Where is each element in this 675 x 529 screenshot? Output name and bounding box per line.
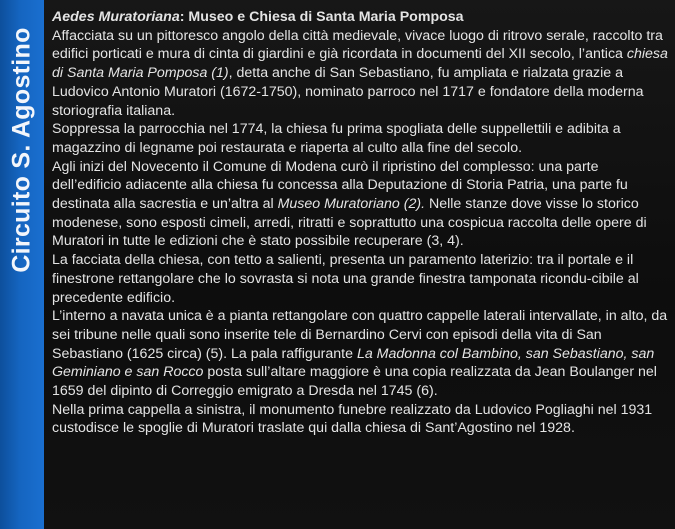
paragraph-text: posta sull’altare maggiore è una copia realizzata da Jean Boulanger nel 1659 del dipinto di Correggio emigrato a Dresda nel 1745 (6). <box>52 364 657 400</box>
paragraph-text: Nelle stanze dove visse lo storico modenese, sono esposti cimeli, arredi, ritratti e soprattutto una cospicua raccolta delle opere di Muratori in tutte le edizioni che è stato possibile recuperare (3, 4). <box>52 196 647 250</box>
paragraph-text: L’interno a navata unica è a pianta rettangolare con quattro cappelle laterali intervallate, in alto, da sei tribune nelle quali sono inserite tele di Bernardino Cervi con episodi della vita di San Sebastiano (1625 circa) (5). La pala raffigurante <box>52 308 668 362</box>
circuit-label: Circuito S. Agostino <box>7 27 36 273</box>
paragraph-text: Soppressa la parrocchia nel 1774, la chiesa fu prima spogliata delle suppellettili e adibita a magazzino di legname poi restaurata e riaperta al culto alla fine del secolo. <box>52 121 621 156</box>
sidebar-band <box>0 0 44 529</box>
panel-title <box>52 8 670 27</box>
title-rest: : Museo e Chiesa di Santa Maria Pomposa <box>179 9 464 25</box>
paragraph-text: Agli inizi del Novecento il Comune di Modena curò il ripristino del complesso: una parte dell’edificio adiacente alla chiesa fu concessa alla Deputazione di Storia Patria, una parte fu destinata alla sacrestia e un’altra al <box>52 158 628 213</box>
paragraph-text: Nella prima cappella a sinistra, il monumento funebre realizzato da Ludovico Pogliaghi nel 1931 custodisce le spoglie di Muratori traslate qui dalla chiesa di Sant’Agostino nel 1928. <box>52 401 653 437</box>
paragraph-restoration <box>52 158 670 252</box>
paragraph-text: Affacciata su un pittoresco angolo della città medievale, vivace luogo di ritrovo serale, raccolto tra edifici porticati e mura di cinta di giardini e già ricordata in documenti del XII secolo, l’antica <box>52 27 663 63</box>
paragraph-emphasis: chiesa di Santa Maria Pomposa (1) <box>52 46 668 82</box>
panel-text <box>52 8 670 438</box>
paragraph-interior <box>52 307 670 401</box>
title-italic: Aedes Muratoriana <box>52 9 180 25</box>
paragraph-text: , detta anche di San Sebastiano, fu ampliata e rialzata grazie a Ludovico Antonio Muratori (1672-1750), nominato parroco nel 1717 e fondatore della moderna storiografia italiana. <box>52 65 644 119</box>
paragraph-suppression <box>52 120 670 157</box>
paragraph-monument <box>52 401 670 438</box>
paragraph-emphasis: Museo Muratoriano (2). <box>277 196 426 213</box>
paragraph-emphasis: La Madonna col Bambino, san Sebastiano, san Geminiano e san Rocco <box>52 345 655 381</box>
paragraph-history <box>52 27 670 121</box>
paragraph-facade <box>52 251 670 307</box>
paragraph-text: La facciata della chiesa, con tetto a salienti, presenta un paramento laterizio: tra il portale e il finestrone rettangolare che lo sovrasta si nota una grande finestra tamponata ricondu-cibile al precedente edificio. <box>52 252 639 306</box>
